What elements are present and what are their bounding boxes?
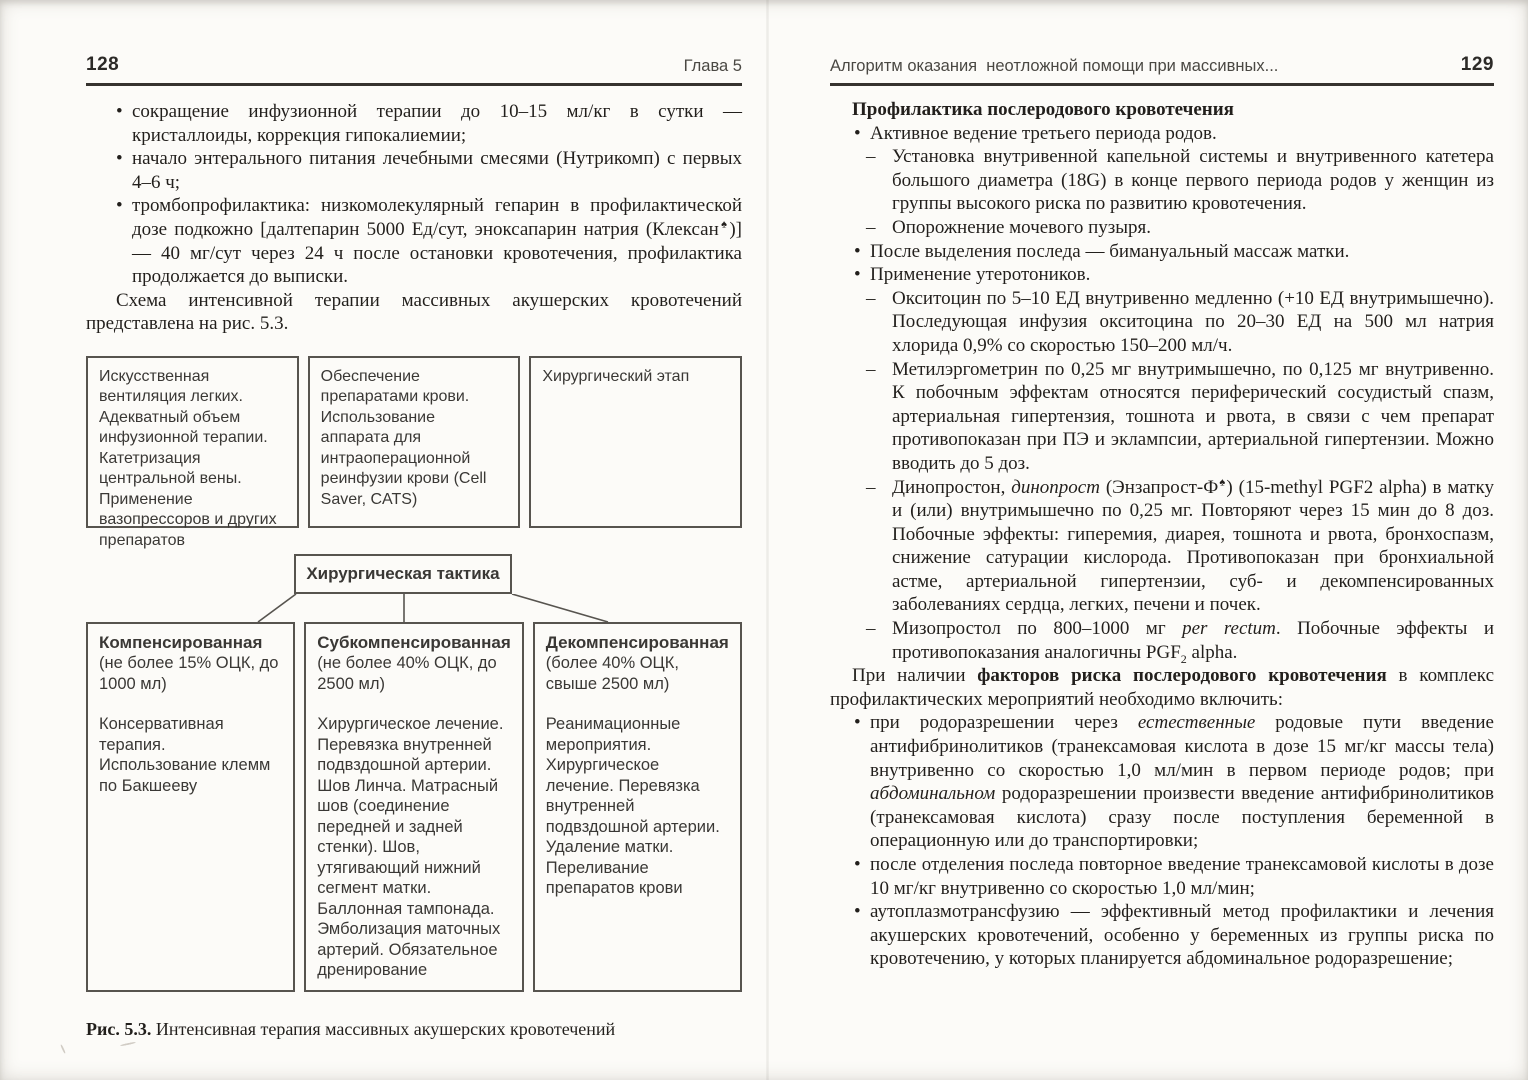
list-item-text: Окситоцин по 5–10 ЕД внутривенно медленно (+10 ЕД внутримышечно). Последующая инфузия окситоцина по 20–30 ЕД на 500 мл натрия хлорида 0,9% со скоростью 150–200 мл/ч.: [892, 287, 1494, 356]
figure-caption: [86, 1018, 742, 1041]
bullet-marker: •: [116, 148, 123, 170]
list-item-text: аутоплазмотрансфузию — эффективный метод профилактики и лечения акушерских кровотечений, особенно у беременных из группы риска по кровотечению, у которых планируется абдоминальное родоразрешение;: [870, 901, 1494, 970]
list-item: [86, 147, 742, 194]
list-item: [830, 617, 1494, 664]
flow-diagram: [86, 356, 742, 992]
list-item-text: Мизопростол по 800–1000 мг per rectum. Побочные эффекты и противопоказания аналогичны $PGF_2$ alpha.: [892, 618, 1494, 666]
bullet-marker: •: [854, 240, 861, 262]
body-paragraph: Схема интенсивной терапии массивных акушерских кровотечений представлена на рис. 5.3.: [86, 289, 742, 335]
bullet-marker: •: [854, 122, 861, 144]
list-item-text: Активное ведение третьего периода родов.: [870, 122, 1217, 144]
list-item: [86, 194, 742, 288]
box-limit: (не более 40% ОЦК, до 2500 мл): [317, 654, 497, 693]
dash-marker: –: [866, 476, 876, 498]
list-item: [830, 145, 1494, 216]
list-item-text: Установка внутривенной капельной системы и внутривенного катетера большого диаметра (18G) в конце первого периода родов у женщин из группы высокого риска по развитию кровотечения.: [892, 146, 1494, 215]
list-item: [830, 122, 1494, 146]
page-left: [86, 54, 742, 1041]
pencil-mark: [60, 1044, 66, 1054]
list-item: [830, 287, 1494, 358]
box-body: Консервативная терапия. Использование клемм по Бакшееву: [99, 715, 271, 795]
list-item: [830, 853, 1494, 900]
list-item-text: Применение утеротоников.: [870, 264, 1091, 286]
box-title: Субкомпенсированная: [317, 632, 511, 652]
diagram-box-icu: Искусственная вентиляция легких. Адекватный объем инфузионной терапии. Катетризация центральной вены. Применение вазопрессоров и других препаратов: [86, 356, 299, 528]
dash-marker: –: [866, 287, 876, 309]
list-item: [830, 240, 1494, 264]
diagram-box-blood-products: Обеспечение препаратами крови. Использование аппарата для интраоперационной реинфузии крови (Cell Saver, CATS): [308, 356, 521, 528]
list-item-text: при родоразрешении через естественные родовые пути введение антифибринолитиков (транексамовая кислота в дозе 15 мг/кг массы тела) внутривенно со скоростью 1,0 мл/мин в первом периоде родов; при абдоминальном родоразрешении произвести введение антифибринолитиков (транексамовая кислота) сразу после поступления беременной в операционную или до транспортировки;: [870, 712, 1494, 852]
list-item: [830, 476, 1494, 618]
list-item: [86, 100, 742, 147]
body-paragraph: При наличии факторов риска послеродового кровотечения в комплекс профилактических мероприятий необходимо включить:: [830, 665, 1494, 710]
page-right: [830, 54, 1494, 971]
page-seam: [766, 0, 769, 1080]
list-item: [830, 900, 1494, 971]
page-number: 129: [1460, 54, 1494, 75]
diagram-top-row: [86, 356, 742, 549]
bullet-marker: •: [854, 854, 861, 875]
list-item-text: Опорожнение мочевого пузыря.: [892, 216, 1152, 238]
bullet-marker: •: [854, 264, 861, 286]
running-head: Алгоритм оказания неотложной помощи при массивных...: [830, 57, 1279, 75]
section-heading: Профилактика послеродового кровотечения: [852, 99, 1234, 120]
list-item-text: после отделения последа повторное введение транексамовой кислоты в дозе 10 мг/кг внутривенно со скоростью 1,0 мл/мин;: [870, 854, 1494, 899]
page-number: 128: [86, 54, 120, 75]
diagram-bottom-row: [86, 622, 742, 992]
body-text: [86, 100, 742, 336]
running-head: Глава 5: [683, 57, 742, 75]
dash-marker: –: [866, 216, 876, 238]
body-text: [830, 98, 1494, 971]
dash-marker: –: [866, 358, 876, 380]
page-header: [830, 54, 1494, 86]
tactics-box: Хирургическая тактика: [294, 554, 512, 594]
list-item: [830, 263, 1494, 287]
bullet-marker: •: [854, 712, 861, 734]
box-limit: (не более 15% ОЦК, до 1000 мл): [99, 654, 279, 693]
pencil-mark: [120, 1041, 136, 1046]
list-item-text: тромбопрофилактика: низкомолекулярный гепарин в профилактической дозе подкожно [далтепарин 5000 Ед/сут, эноксапарин натрия (Клексан♠)] — 40 мг/сут через 24 ч после остановки кровотечения, профилактика продолжается до выписки.: [132, 195, 742, 288]
box-body: Реанимационные мероприятия. Хирургическое лечение. Перевязка внутренней подвздошной артерии. Удаление матки. Переливание препаратов крови: [545, 715, 720, 898]
list-item-text: Метилэргометрин по 0,25 мг внутримышечно, по 0,125 мг внутривенно. К побочным эффектам относятся периферический сосудистый спазм, артериальная гипертензия, тошнота и рвота, в связи с чем препарат противопоказан при ПЭ и эклампсии, артериальной гипертензии. Можно вводить до 5 доз.: [892, 358, 1494, 474]
box-title: Декомпенсированная: [545, 632, 729, 652]
tactics-section: [86, 554, 742, 992]
dash-marker: –: [866, 146, 876, 168]
bullet-marker: •: [116, 101, 123, 122]
caption-text: Интенсивная терапия массивных акушерских кровотечений: [151, 1018, 616, 1039]
diagram-box-decompensated: [533, 622, 742, 992]
caption-label: Рис. 5.3.: [86, 1018, 152, 1039]
box-title: Компенсированная: [99, 632, 263, 652]
list-item-text: Динопростон, динопрост (Энзапрост-Ф♠) (15-methyl PGF2 alpha) в матку и (или) внутримышечно по 0,25 мг. Повторяют через 15 мин до 8 доз. Побочные эффекты: гиперемия, диарея, тошнота и рвота, бронхоспазм, снижение сатурации кислорода. Противопоказан при бронхиальной астме, артериальной гипертензии, суб- и декомпенсированных заболеваниях сердца, легких, печени и почек.: [892, 476, 1495, 616]
bullet-marker: •: [854, 901, 861, 923]
diagram-connectors: [86, 594, 742, 622]
list-item: [830, 711, 1494, 853]
box-limit: (более 40% ОЦК, свыше 2500 мл): [545, 654, 679, 693]
list-item: [830, 216, 1494, 240]
diagram-box-subcompensated: [304, 622, 524, 992]
dash-marker: –: [866, 618, 876, 640]
page-header: [86, 54, 742, 86]
diagram-box-compensated: [86, 622, 295, 992]
list-item-text: сокращение инфузионной терапии до 10–15 мл/кг в сутки — кристаллоиды, коррекция гипокалиемии;: [132, 101, 742, 146]
bullet-marker: •: [116, 195, 123, 217]
list-item-text: начало энтерального питания лечебными смесями (Нутрикомп) с первых 4–6 ч;: [132, 148, 742, 193]
list-item: [830, 358, 1494, 476]
list-item-text: После выделения последа — бимануальный массаж матки.: [870, 240, 1350, 262]
diagram-box-surgical-stage: Хирургический этап: [529, 356, 742, 528]
box-body: Хирургическое лечение. Перевязка внутренней подвздошной артерии. Шов Линча. Матрасный шов (соединение передней и задней стенки). Шов, утягивающий нижний сегмент матки. Баллонная тампонада. Эмболизация маточных артерий. Обязательное дренирование: [317, 715, 504, 980]
